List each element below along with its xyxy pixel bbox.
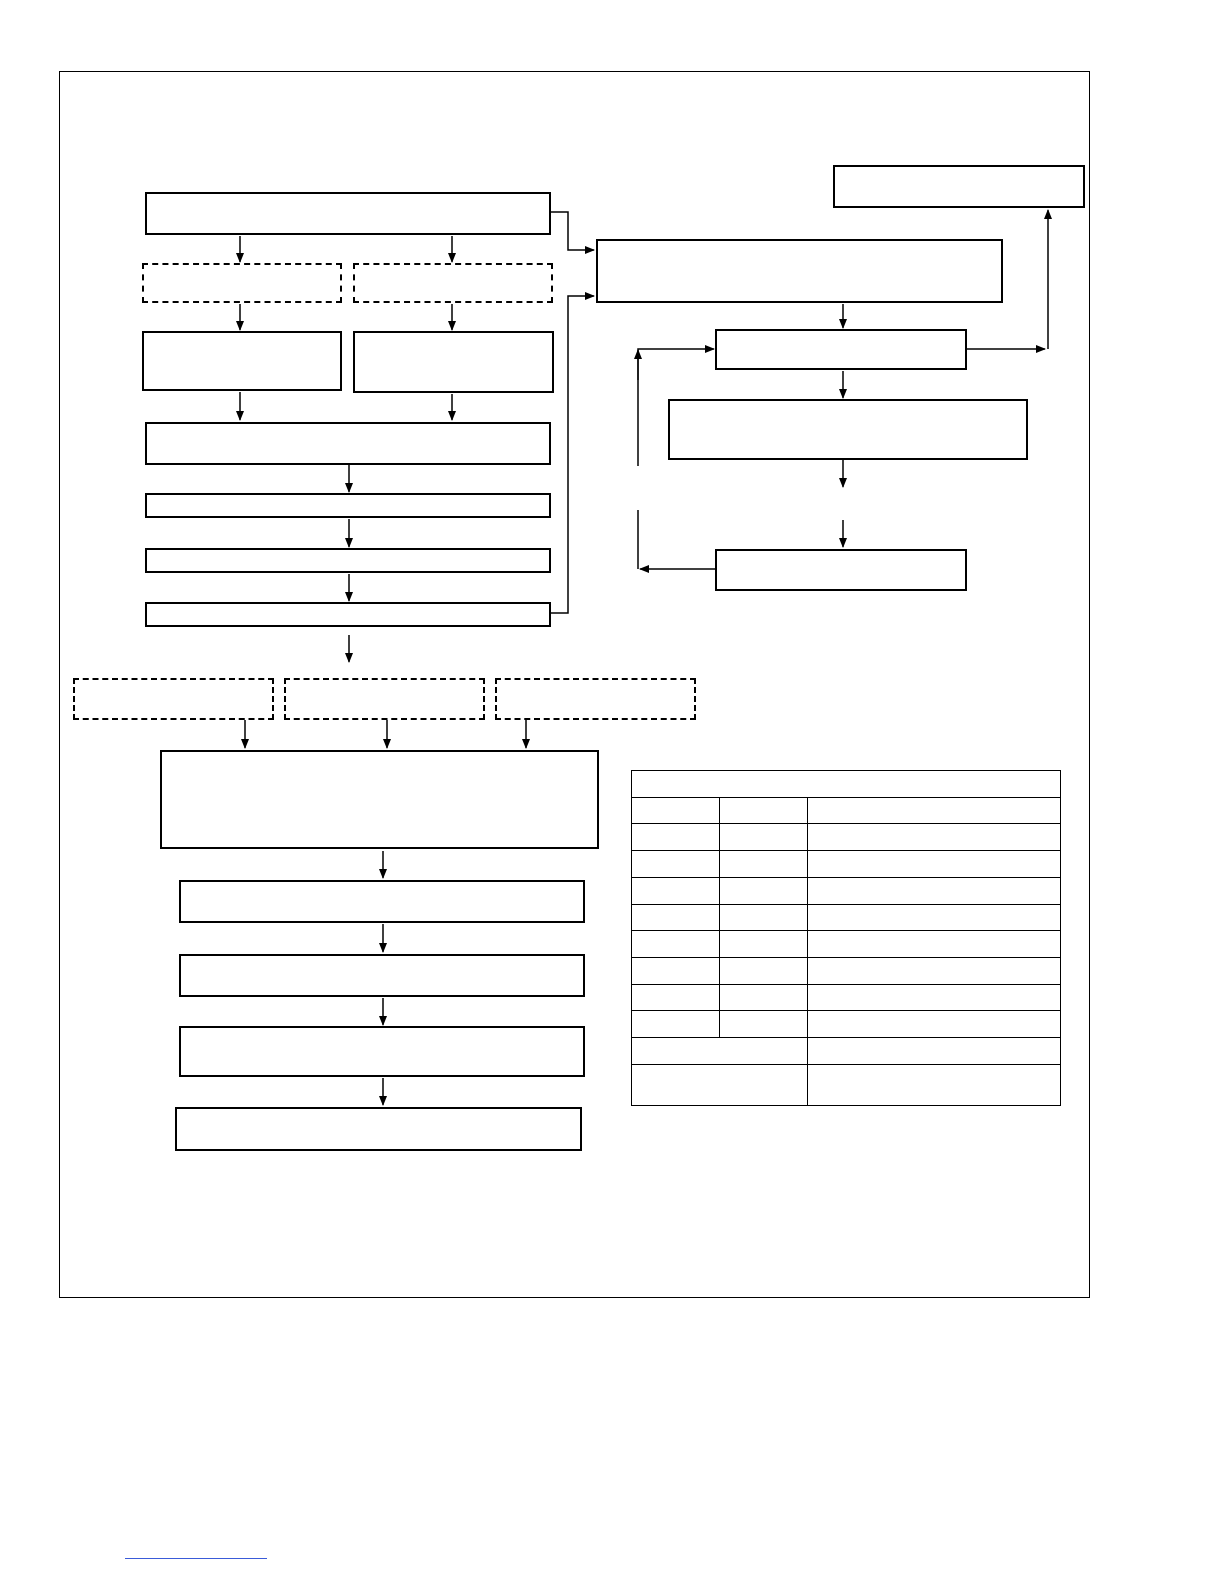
legend-row xyxy=(632,957,1061,984)
footer-link[interactable] xyxy=(125,1558,267,1559)
legend-cell xyxy=(632,877,720,904)
right-top-box xyxy=(833,165,1085,208)
legend-row xyxy=(632,797,1061,824)
legend-cell xyxy=(632,824,720,851)
legend-cell xyxy=(720,904,808,931)
legend-footer-row xyxy=(632,1064,1061,1105)
legend-cell xyxy=(808,851,1061,878)
legend-cell xyxy=(720,797,808,824)
legend-cell xyxy=(632,904,720,931)
legend-cell xyxy=(808,984,1061,1011)
legend-cell xyxy=(632,931,720,958)
legend-cell xyxy=(632,797,720,824)
legend-footer-value xyxy=(808,1038,1061,1065)
right-sub-box xyxy=(353,331,554,393)
dashed-box-b xyxy=(284,678,485,720)
legend-cell xyxy=(632,984,720,1011)
legend-cell xyxy=(808,931,1061,958)
legend-footer-value xyxy=(808,1064,1061,1105)
bar-box-1 xyxy=(145,493,551,518)
big-box xyxy=(160,750,599,849)
legend-cell xyxy=(808,1011,1061,1038)
left-sub-box xyxy=(142,331,342,391)
bar-box-2 xyxy=(145,548,551,573)
right-loop-bottom-box xyxy=(715,549,967,591)
legend-title-row xyxy=(632,771,1061,798)
legend-row xyxy=(632,877,1061,904)
legend-cell xyxy=(720,957,808,984)
legend-cell xyxy=(720,1011,808,1038)
legend-cell xyxy=(720,931,808,958)
legend-cell xyxy=(720,877,808,904)
legend-cell xyxy=(808,824,1061,851)
legend-cell xyxy=(632,1011,720,1038)
legend-cell xyxy=(720,984,808,1011)
bar-box-3 xyxy=(145,602,551,627)
legend-row xyxy=(632,1011,1061,1038)
legend-cell xyxy=(632,957,720,984)
legend-row xyxy=(632,851,1061,878)
legend-row xyxy=(632,904,1061,931)
legend-row xyxy=(632,824,1061,851)
right-loop-top-box xyxy=(715,329,967,370)
legend-title xyxy=(632,771,1061,798)
legend-cell xyxy=(720,851,808,878)
connector xyxy=(551,296,594,613)
legend-cell xyxy=(720,824,808,851)
right-process-box xyxy=(668,399,1028,460)
legend-footer-row xyxy=(632,1038,1061,1065)
legend-row xyxy=(632,931,1061,958)
legend-cell xyxy=(808,957,1061,984)
dashed-box-right xyxy=(353,263,553,303)
connector xyxy=(551,212,594,250)
step-box-1 xyxy=(179,880,585,923)
merge-box xyxy=(145,422,551,465)
legend-cell xyxy=(808,797,1061,824)
step-box-3 xyxy=(179,1026,585,1077)
dashed-box-c xyxy=(495,678,696,720)
dashed-box-a xyxy=(73,678,274,720)
top-left-box xyxy=(145,192,551,235)
legend-row xyxy=(632,984,1061,1011)
legend-cell xyxy=(808,877,1061,904)
step-box-2 xyxy=(179,954,585,997)
legend-table xyxy=(631,770,1061,1106)
legend-footer-label xyxy=(632,1064,808,1105)
legend-cell xyxy=(808,904,1061,931)
dashed-box-left xyxy=(142,263,342,303)
step-box-4 xyxy=(175,1107,582,1151)
right-main-box xyxy=(596,239,1003,303)
legend-footer-label xyxy=(632,1038,808,1065)
legend-cell xyxy=(632,851,720,878)
